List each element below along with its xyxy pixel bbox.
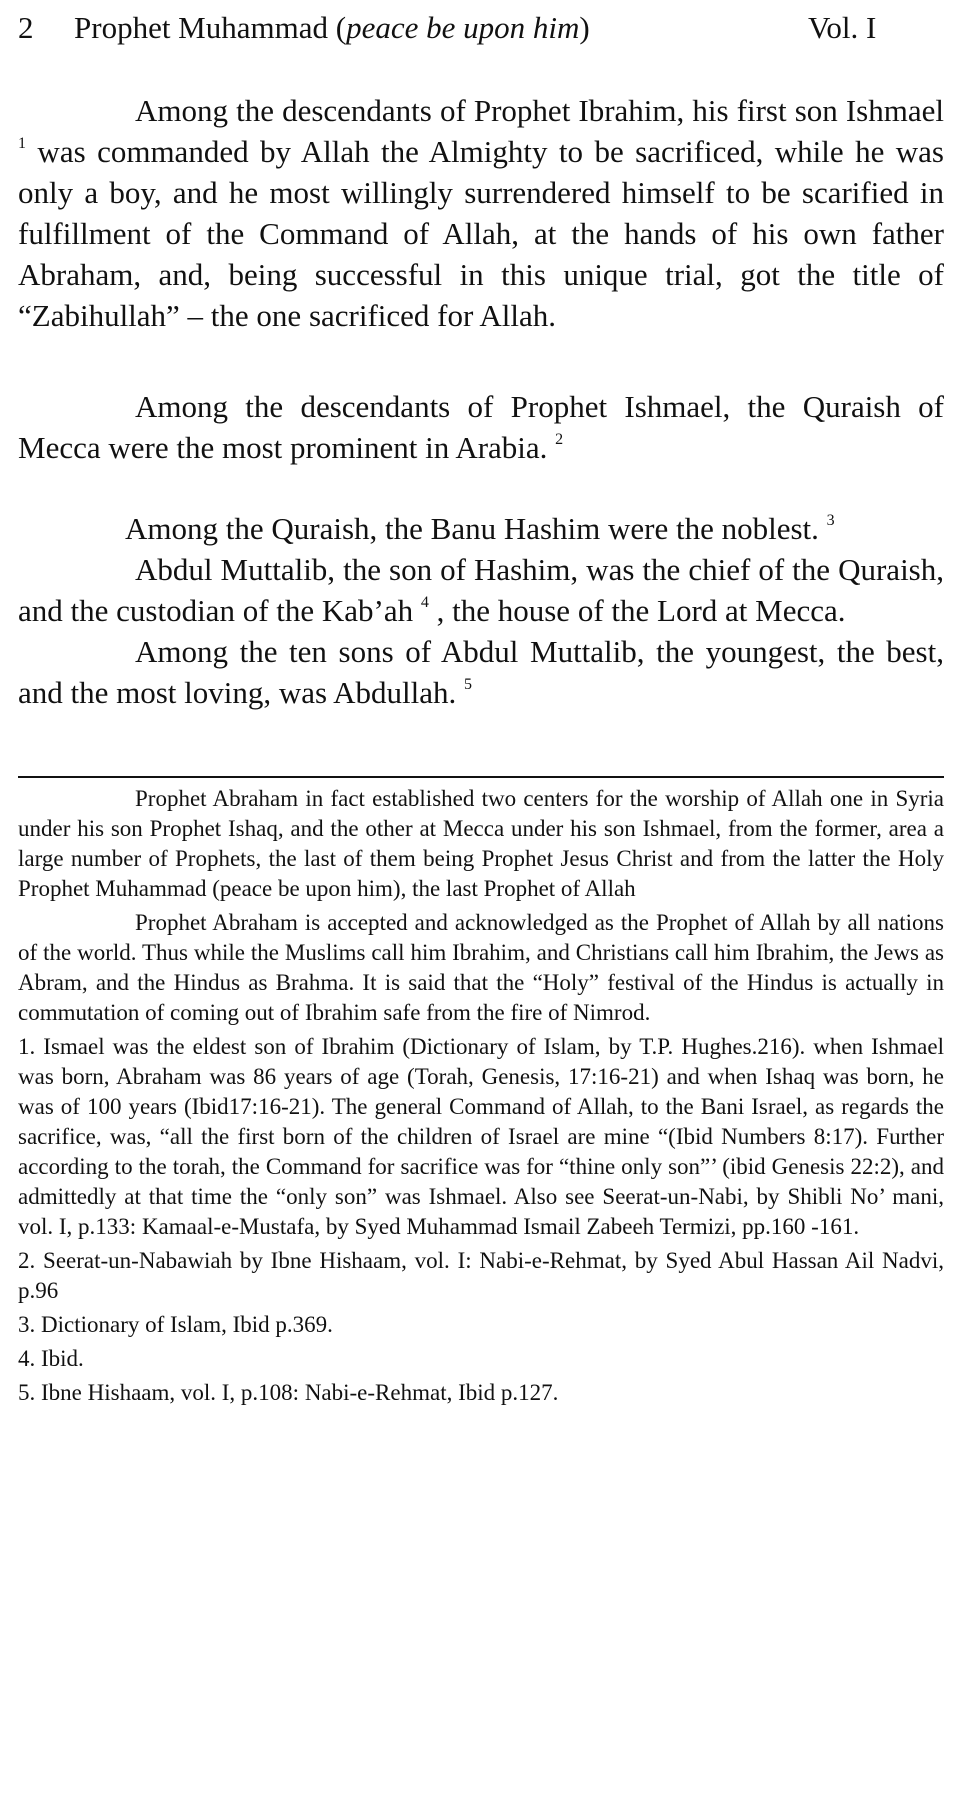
paragraph-5 bbox=[18, 631, 944, 713]
footnote-ref-3: 3 bbox=[826, 512, 835, 529]
paragraph-3 bbox=[18, 508, 944, 549]
footnote-4: 4. Ibid. bbox=[18, 1346, 84, 1371]
paragraph-2 bbox=[18, 386, 944, 468]
paragraph-5-text: Among the ten sons of Abdul Muttalib, the youngest, the best, and the most loving, was Abdullah. bbox=[18, 634, 944, 710]
paragraph-1 bbox=[18, 90, 944, 336]
paragraph-4-text-a: Abdul Muttalib, the son of Hashim, was the chief of the Quraish, and the custodian of the Kab’ah bbox=[18, 552, 944, 628]
title-italic: peace be upon him bbox=[346, 10, 580, 45]
footnote-ref-1: 1 bbox=[18, 135, 26, 152]
footnote-divider bbox=[18, 776, 944, 778]
paragraph-1-text-a: Among the descendants of Prophet Ibrahim, his first son Ishmael bbox=[135, 93, 944, 128]
paragraph-2-text: Among the descendants of Prophet Ishmael, the Quraish of Mecca were the most prominent in Arabia. bbox=[18, 389, 944, 465]
footnote-5: 5. Ibne Hishaam, vol. I, p.108: Nabi-e-Rehmat, Ibid p.127. bbox=[18, 1380, 559, 1405]
paragraph-4-text-b: , the house of the Lord at Mecca. bbox=[428, 593, 846, 628]
title-main: Prophet Muhammad ( bbox=[74, 10, 347, 45]
footnotes bbox=[18, 784, 944, 1408]
footnote-2: 2. Seerat-un-Nabawiah by Ibne Hishaam, vol. I: Nabi-e-Rehmat, by Syed Abul Hassan Ail Nadvi, p.96 bbox=[18, 1248, 944, 1303]
paragraph-4 bbox=[18, 549, 944, 631]
running-title bbox=[74, 8, 590, 48]
footnote-3: 3. Dictionary of Islam, Ibid p.369. bbox=[18, 1312, 333, 1337]
page-number: 2 bbox=[18, 10, 34, 45]
main-text bbox=[18, 90, 944, 713]
paragraph-3-text: Among the Quraish, the Banu Hashim were the noblest. bbox=[125, 511, 827, 546]
paragraph-1-text-b: was commanded by Allah the Almighty to be sacrificed, while he was only a boy, and he most willingly surrendered himself to be scarified in fulfillment of the Command of Allah, at the hands of his own father Abraham, and, being successful in this unique trial, got the title of “Zabihullah” – the one sacrificed for Allah. bbox=[18, 134, 944, 333]
title-close: ) bbox=[579, 10, 590, 45]
note-abraham-centers: Prophet Abraham in fact established two centers for the worship of Allah one in Syria under his son Prophet Ishaq, and the other at Mecca under his son Ishmael, from the former, area a large number of Prophets, the last of them being Prophet Jesus Christ and from the latter the Holy Prophet Muhammad (peace be upon him), the last Prophet of Allah bbox=[18, 786, 944, 901]
running-header bbox=[18, 8, 940, 48]
note-abraham-nations: Prophet Abraham is accepted and acknowledged as the Prophet of Allah by all nations of the world. Thus while the Muslims call him Ibrahim, and Christians call him Ibrahim, the Jews as Abram, and the Hindus as Brahma. It is said that the “Holy” festival of the Hindus is actually in commutation of coming out of Ibrahim safe from the fire of Nimrod. bbox=[18, 910, 944, 1025]
footnote-1: 1. Ismael was the eldest son of Ibrahim (Dictionary of Islam, by T.P. Hughes.216). when Ishmael was born, Abraham was 86 years of age (Torah, Genesis, 17:16-21) and when Ishaq was born, he was of 100 years (Ibid17:16-21). The general Command of Allah, to the Bani Israel, as regards the sacrifice, was, “all the first born of the children of Israel are mine “(Ibid Numbers 8:17). Further according to the torah, the Command for sacrifice was for “thine only son”’ (ibid Genesis 22:2), and admittedly at that time the “only son” was Ishmael. Also see Seerat-un-Nabi, by Shibli No’ mani, vol. I, p.133: Kamaal-e-Mustafa, by Syed Muhammad Ismail Zabeeh Termizi, pp.160 -161. bbox=[18, 1034, 944, 1239]
footnote-ref-2: 2 bbox=[555, 431, 564, 448]
volume-label: Vol. I bbox=[808, 10, 877, 45]
footnote-ref-4: 4 bbox=[420, 594, 429, 611]
footnote-ref-5: 5 bbox=[464, 676, 473, 693]
